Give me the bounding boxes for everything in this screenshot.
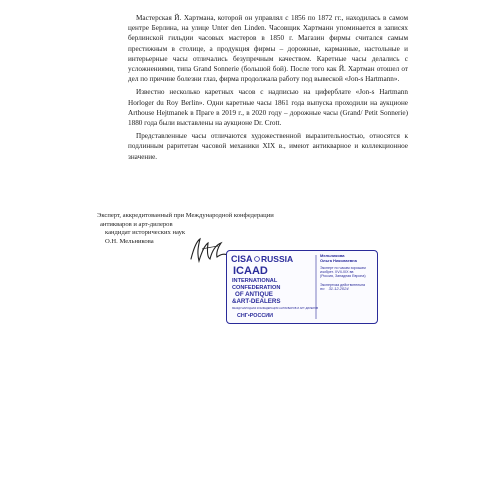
signatory-affiliation: антикваров и арт-дилеров bbox=[100, 220, 173, 228]
stamp-expert-given-name: Ольга Николаевна bbox=[320, 257, 357, 263]
svg-text:ICAAD: ICAAD bbox=[233, 265, 268, 277]
svg-text:СНГ•РОССИИ: СНГ•РОССИИ bbox=[237, 313, 273, 319]
svg-text:OF ANTIQUE: OF ANTIQUE bbox=[235, 291, 273, 298]
signatory-title: Эксперт, аккредитованный при Международной конфедерации bbox=[97, 212, 274, 219]
stamp-specialty-line1: Эксперт по часам хорошим bbox=[320, 265, 366, 270]
svg-text:МЕЖДУНАРОДНАЯ КОНФЕДЕРАЦИЯ АНТ: МЕЖДУНАРОДНАЯ КОНФЕДЕРАЦИЯ АНТИКВАРОВ И АРТ-ДИЛЕРОВ bbox=[232, 307, 319, 310]
svg-text:RUSSIA: RUSSIA bbox=[261, 254, 294, 264]
signatory-degree: кандидат исторических наук bbox=[105, 229, 186, 237]
document-body bbox=[128, 13, 408, 165]
paragraph-conclusion: Представленные часы отличаются художественной выразительностью, относятся к подлинным раритетам часовой механики XIX в., имеют антикварное и коллекционное значение. bbox=[128, 132, 408, 161]
paragraph-auctions: Известно несколько каретных часов с надписью на циферблате «Jon-s Hartmann Horloger du Roy Berlin». Одни каретные часы 1861 года выпуска проходили на аукционе Arthouse Hejtmanek в Праге в 2019 г., в 2020 году – дорожные часы (Grand/ Petit Sonnerie) 1880 года были выставлены на аукционе Dr. Crott. bbox=[128, 88, 408, 128]
svg-text:CISA: CISA bbox=[231, 254, 253, 264]
stamp-validity-date-row bbox=[320, 287, 376, 291]
svg-text:CONFEDERATION: CONFEDERATION bbox=[232, 285, 281, 291]
stamp-specialty-line2: изобрет. XVII-XIX вв bbox=[320, 270, 354, 274]
svg-text:INTERNATIONAL: INTERNATIONAL bbox=[232, 278, 278, 284]
stamp-validity-date: 31.12.2024 bbox=[328, 286, 349, 292]
stamp-specialty-line3: (Россия, Западная Европа) bbox=[320, 274, 366, 279]
svg-text:&ART-DEALERS: &ART-DEALERS bbox=[232, 298, 281, 305]
stamp-validity-prefix: по bbox=[320, 286, 325, 292]
expert-stamp bbox=[226, 250, 378, 324]
stamp-expert-details bbox=[320, 254, 376, 292]
paragraph-history: Мастерская Й. Хартмана, которой он управлял с 1856 по 1872 гг., находилась в самом центре Берлина, на улице Unter den Linden. Часовщик Хартманн упоминается в записях берлинской гильдии часовых мастеров в 1850 г. Магазин фирмы считался самым престижным в столице, а продукция фирмы – дорожные, карманные, настольные и интерьерные часы отличались безупречным качеством. Каретные часы делались с усложнениями, типа Grand Sonnerie (большой бой). После того как Й. Хартман отошел от дел по причине болезни глаз, фирма продолжала работу под вывеской «Jon-s Hartmann». bbox=[128, 14, 408, 84]
stamp-validity-label: Экспертиза действительна bbox=[320, 282, 366, 287]
stamp-expert-surname: Мельникова bbox=[320, 253, 345, 258]
handwritten-signature bbox=[188, 233, 230, 267]
signatory-name: О.Н. Мельникова bbox=[105, 237, 154, 245]
